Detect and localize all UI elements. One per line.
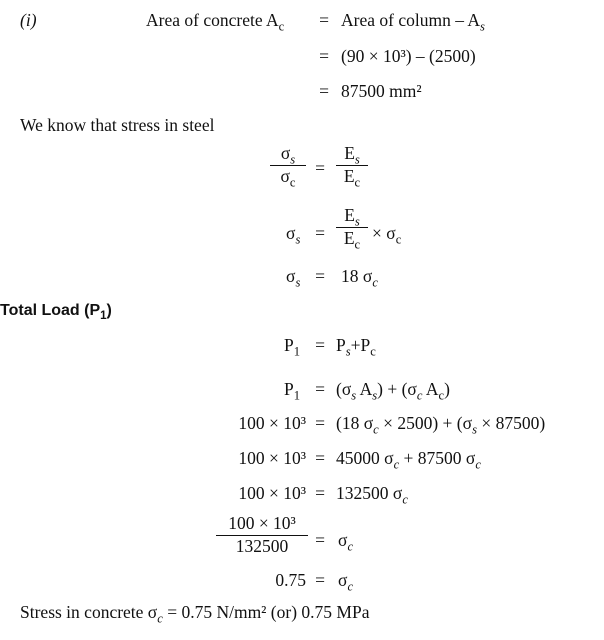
load-100kn-lhs: 100 × 10³ — [238, 483, 306, 503]
equals-sign: = — [315, 448, 325, 468]
sigma-s-lhs: $\sigma_s$ — [286, 266, 301, 290]
equals-sign: = — [315, 335, 325, 355]
value-075-lhs: 0.75 — [275, 570, 306, 590]
p1-lhs: $P_1$ — [284, 335, 301, 359]
modulus-ratio-fraction — [336, 143, 368, 189]
stress-intro-text: We know that stress in steel — [20, 115, 215, 135]
stress-fraction — [216, 515, 308, 555]
times-sigma-c: × $\sigma_c$ — [372, 223, 402, 247]
fraction-denominator: 132500 — [235, 535, 289, 556]
p1-lhs: $P_1$ — [284, 379, 301, 403]
load-100kn-lhs: 100 × 10³ — [238, 413, 306, 433]
equals-sign: = — [319, 81, 329, 101]
fraction-denominator: $E_c$ — [343, 165, 361, 189]
fraction-denominator: $E_c$ — [343, 227, 361, 251]
load-100kn-lhs: 100 × 10³ — [238, 448, 306, 468]
load-total-rhs: 132500 $\sigma_c$ — [336, 483, 408, 507]
p1-stress-area-rhs: ($\sigma_s$ $A_s) + (\sigma_c$ $A_c$) — [336, 379, 450, 403]
equals-sign: = — [319, 46, 329, 66]
fraction-numerator: 100 × 10³ — [228, 513, 296, 533]
fraction-numerator: $\sigma_s$ — [280, 143, 296, 167]
fraction-numerator: $E_s$ — [344, 205, 360, 229]
sigma-s-lhs: $\sigma_s$ — [286, 223, 301, 247]
equals-sign: = — [315, 266, 325, 286]
concrete-area-rhs-2: (90 × 10³) – (2500) — [341, 46, 476, 66]
load-sum-rhs: 45000 $\sigma_c + 87500$ $\sigma_c$ — [336, 448, 481, 472]
sigma-s-result: 18 $\sigma_c$ — [341, 266, 378, 290]
sigma-c-result: $\sigma_c$ — [338, 530, 354, 554]
concrete-area-lhs: Area of concrete $A_c$ — [146, 10, 285, 34]
load-expansion-rhs: (18 $\sigma_c \times 2500) + (\sigma_s \times 87500)$ — [336, 413, 546, 437]
equals-sign: = — [315, 413, 325, 433]
equals-sign: = — [315, 223, 325, 243]
total-load-heading: Total Load $(P_1)$ — [0, 302, 112, 323]
equals-sign: = — [315, 379, 325, 399]
equals-sign: = — [319, 10, 329, 30]
equals-sign: = — [315, 570, 325, 590]
part-label: (i) — [20, 10, 37, 30]
p1-sum-rhs: $P_s+P_c$ — [336, 335, 376, 359]
concrete-area-rhs-3: 87500 mm² — [341, 81, 422, 101]
fraction-denominator: $\sigma_c$ — [280, 165, 296, 189]
concrete-area-rhs-1: Area of column – $A_s$ — [341, 10, 485, 34]
equals-sign: = — [315, 158, 325, 178]
stress-ratio-fraction — [270, 143, 306, 189]
fraction-numerator: $E_s$ — [344, 143, 360, 167]
equals-sign: = — [315, 530, 325, 550]
conclusion-text: Stress in concrete $\sigma_c = 0.75$ N/mm² (or) 0.75 MPa — [20, 602, 370, 626]
equals-sign: = — [315, 483, 325, 503]
sigma-c-final: $\sigma_c$ — [338, 570, 354, 594]
modulus-ratio-fraction — [336, 205, 368, 251]
